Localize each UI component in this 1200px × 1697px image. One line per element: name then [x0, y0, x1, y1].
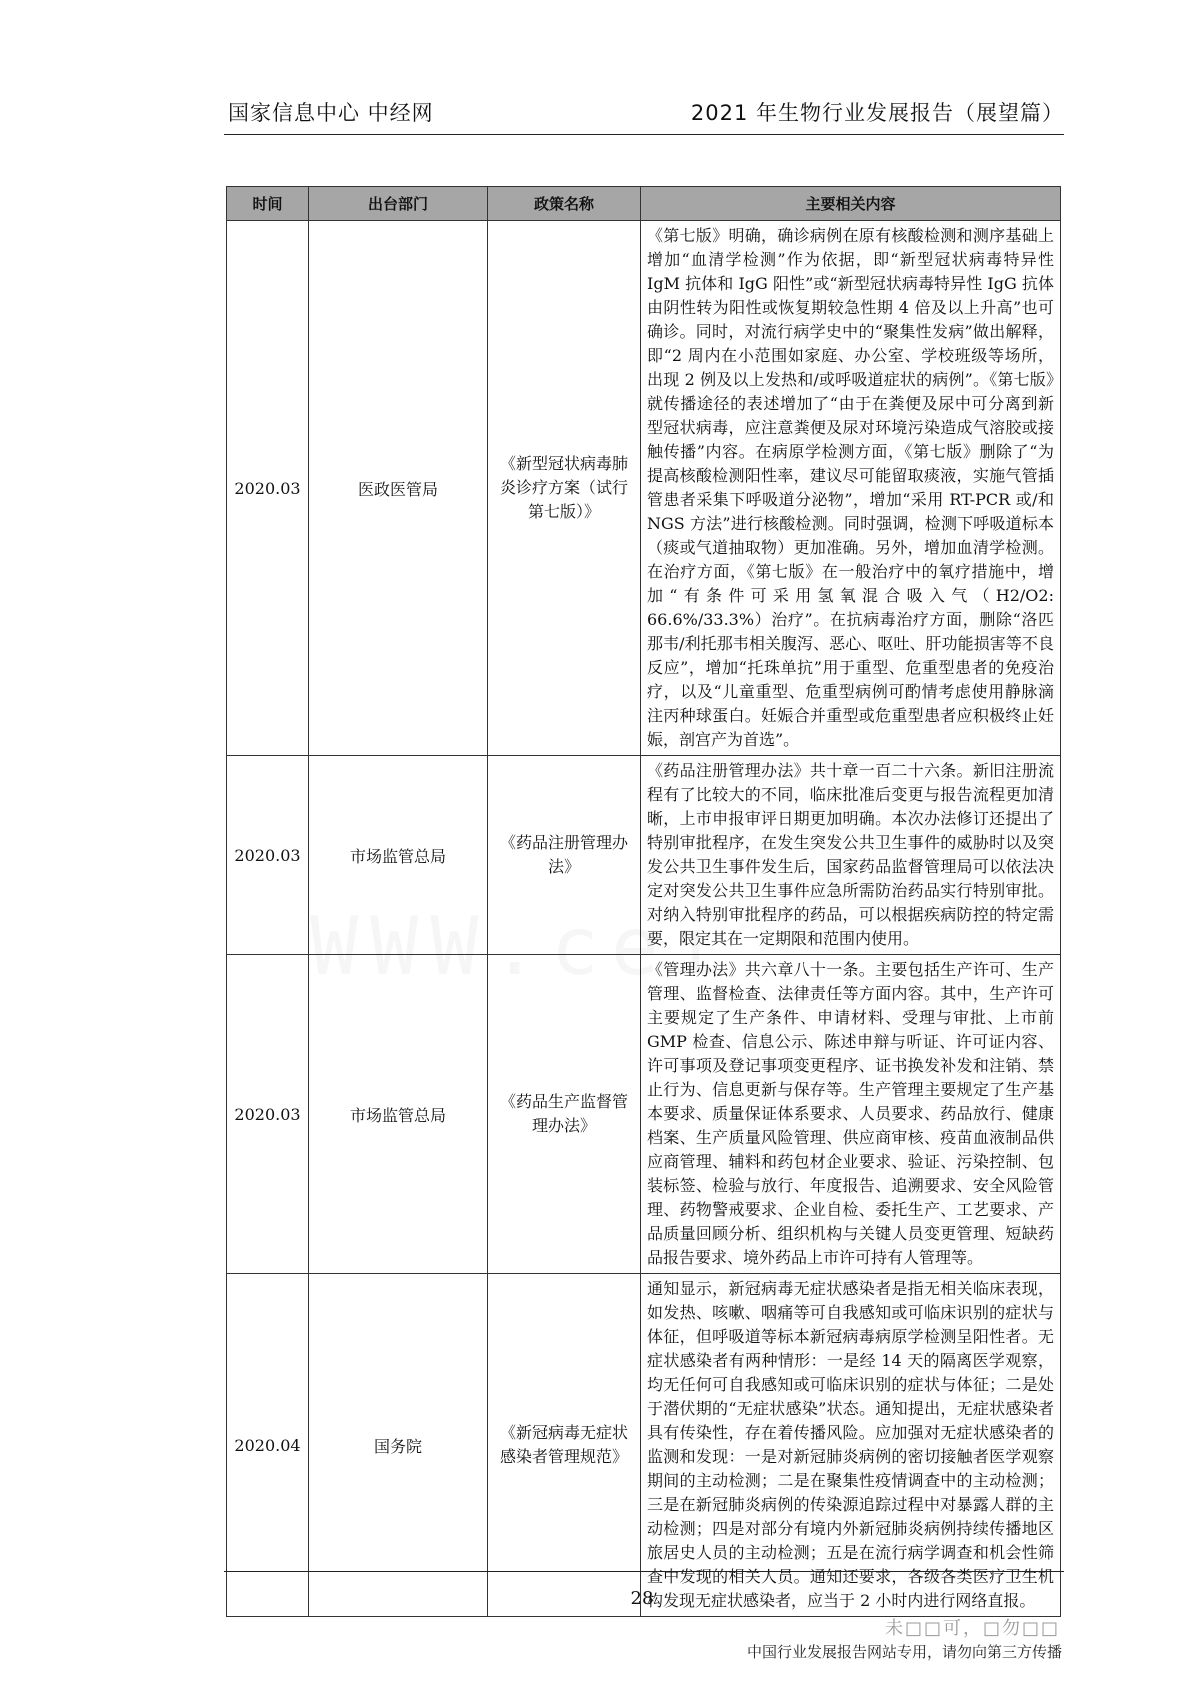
row-time: 2020.04	[227, 1274, 309, 1617]
row-time: 2020.03	[227, 955, 309, 1274]
row-time: 2020.03	[227, 756, 309, 955]
row-content: 通知显示，新冠病毒无症状感染者是指无相关临床表现，如发热、咳嗽、咽痛等可自我感知或可临床识别的症状与体征，但呼吸道等标本新冠病毒病原学检测呈阳性者。无症状感染者有两种情形：一是经 14 天的隔离医学观察，均无任何可自我感知或可临床识别的症状与体征；二是处于潜伏期的“无症状感染”状态。通知提出，无症状感染者具有传染性，存在着传播风险。应加强对无症状感染者的监测和发现：一是对新冠肺炎病例的密切接触者医学观察期间的主动检测；二是在聚集性疫情调查中的主动检测；三是在新冠肺炎病例的传染源追踪过程中对暴露人群的主动检测；四是对部分有境内外新冠肺炎病例持续传播地区旅居史人员的主动检测；五是在流行病学调查和机会性筛查中发现的相关人员。通知还要求，各级各类医疗卫生机构发现无症状感染者，应当于 2 小时内进行网络直报。	[641, 1274, 1061, 1617]
row-policy-name: 《新冠病毒无症状感染者管理规范》	[488, 1274, 641, 1617]
table-row	[227, 756, 1061, 955]
footer-stamp: 未□□可，□勿□□	[884, 1618, 1060, 1639]
table-row	[227, 955, 1061, 1274]
row-dept: 医政医管局	[309, 221, 488, 756]
table-row	[227, 221, 1061, 756]
footer-distribution-note: 中国行业发展报告网站专用，请勿向第三方传播	[746, 1643, 1062, 1661]
footer-divider	[224, 1571, 1064, 1572]
table-header-row	[227, 187, 1061, 221]
col-header-dept: 出台部门	[309, 187, 488, 221]
row-content: 《药品注册管理办法》共十章一百二十六条。新旧注册流程有了比较大的不同，临床批准后变更与报告流程更加清晰，上市申报审评日期更加明确。本次办法修订还提出了特别审批程序，在发生突发公共卫生事件的威胁时以及突发公共卫生事件发生后，国家药品监督管理局可以依法决定对突发公共卫生事件应急所需防治药品实行特别审批。对纳入特别审批程序的药品，可以根据疾病防控的特定需要，限定其在一定期限和范围内使用。	[641, 756, 1061, 955]
header-publisher: 国家信息中心 中经网	[228, 101, 434, 125]
row-policy-name: 《药品注册管理办法》	[488, 756, 641, 955]
row-time: 2020.03	[227, 221, 309, 756]
table-row	[227, 1274, 1061, 1617]
row-content: 《管理办法》共六章八十一条。主要包括生产许可、生产管理、监督检查、法律责任等方面内容。其中，生产许可主要规定了生产条件、申请材料、受理与审批、上市前 GMP 检查、信息公示、陈述申辩与听证、许可证内容、许可事项及登记事项变更程序、证书换发补发和注销、禁止行为、信息更新与保存等。生产管理主要规定了生产基本要求、质量保证体系要求、人员要求、药品放行、健康档案、生产质量风险管理、供应商审核、疫苗血液制品供应商管理、辅料和药包材企业要求、验证、污染控制、包装标签、检验与放行、年度报告、追溯要求、安全风险管理、药物警戒要求、企业自检、委托生产、工艺要求、产品质量回顾分析、组织机构与关键人员变更管理、短缺药品报告要求、境外药品上市许可持有人管理等。	[641, 955, 1061, 1274]
row-policy-name: 《新型冠状病毒肺炎诊疗方案（试行第七版）》	[488, 221, 641, 756]
col-header-time: 时间	[227, 187, 309, 221]
row-dept: 市场监管总局	[309, 955, 488, 1274]
col-header-policy-name: 政策名称	[488, 187, 641, 221]
row-policy-name: 《药品生产监督管理办法》	[488, 955, 641, 1274]
col-header-content: 主要相关内容	[641, 187, 1061, 221]
header-divider	[224, 134, 1064, 135]
header-report-title: 2021 年生物行业发展报告（展望篇）	[690, 101, 1064, 125]
row-dept: 国务院	[309, 1274, 488, 1617]
page-number: 28	[630, 1588, 654, 1609]
row-dept: 市场监管总局	[309, 756, 488, 955]
row-content: 《第七版》明确，确诊病例在原有核酸检测和测序基础上增加“血清学检测”作为依据，即“新型冠状病毒特异性 IgM 抗体和 IgG 阳性”或“新型冠状病毒特异性 IgG 抗体由阴性转为阳性或恢复期较急性期 4 倍及以上升高”也可确诊。同时，对流行病学史中的“聚集性发病”做出解释，即“2 周内在小范围如家庭、办公室、学校班级等场所，出现 2 例及以上发热和/或呼吸道症状的病例”。《第七版》就传播途径的表述增加了“由于在粪便及尿中可分离到新型冠状病毒，应注意粪便及尿对环境污染造成气溶胶或接触传播”内容。在病原学检测方面，《第七版》删除了“为提高核酸检测阳性率，建议尽可能留取痰液，实施气管插管患者采集下呼吸道分泌物”，增加“采用 RT-PCR 或/和 NGS 方法”进行核酸检测。同时强调，检测下呼吸道标本（痰或气道抽取物）更加准确。另外，增加血清学检测。在治疗方面，《第七版》在一般治疗中的氧疗措施中，增加“有条件可采用氢氧混合吸入气（H2/O2: 66.6%/33.3%）治疗”。在抗病毒治疗方面，删除“洛匹那韦/利托那韦相关腹泻、恶心、呕吐、肝功能损害等不良反应”，增加“托珠单抗”用于重型、危重型患者的免疫治疗，以及“儿童重型、危重型病例可酌情考虑使用静脉滴注丙种球蛋白。妊娠合并重型或危重型患者应积极终止妊娠，剖宫产为首选”。	[641, 221, 1061, 756]
policy-table	[226, 186, 1061, 1617]
